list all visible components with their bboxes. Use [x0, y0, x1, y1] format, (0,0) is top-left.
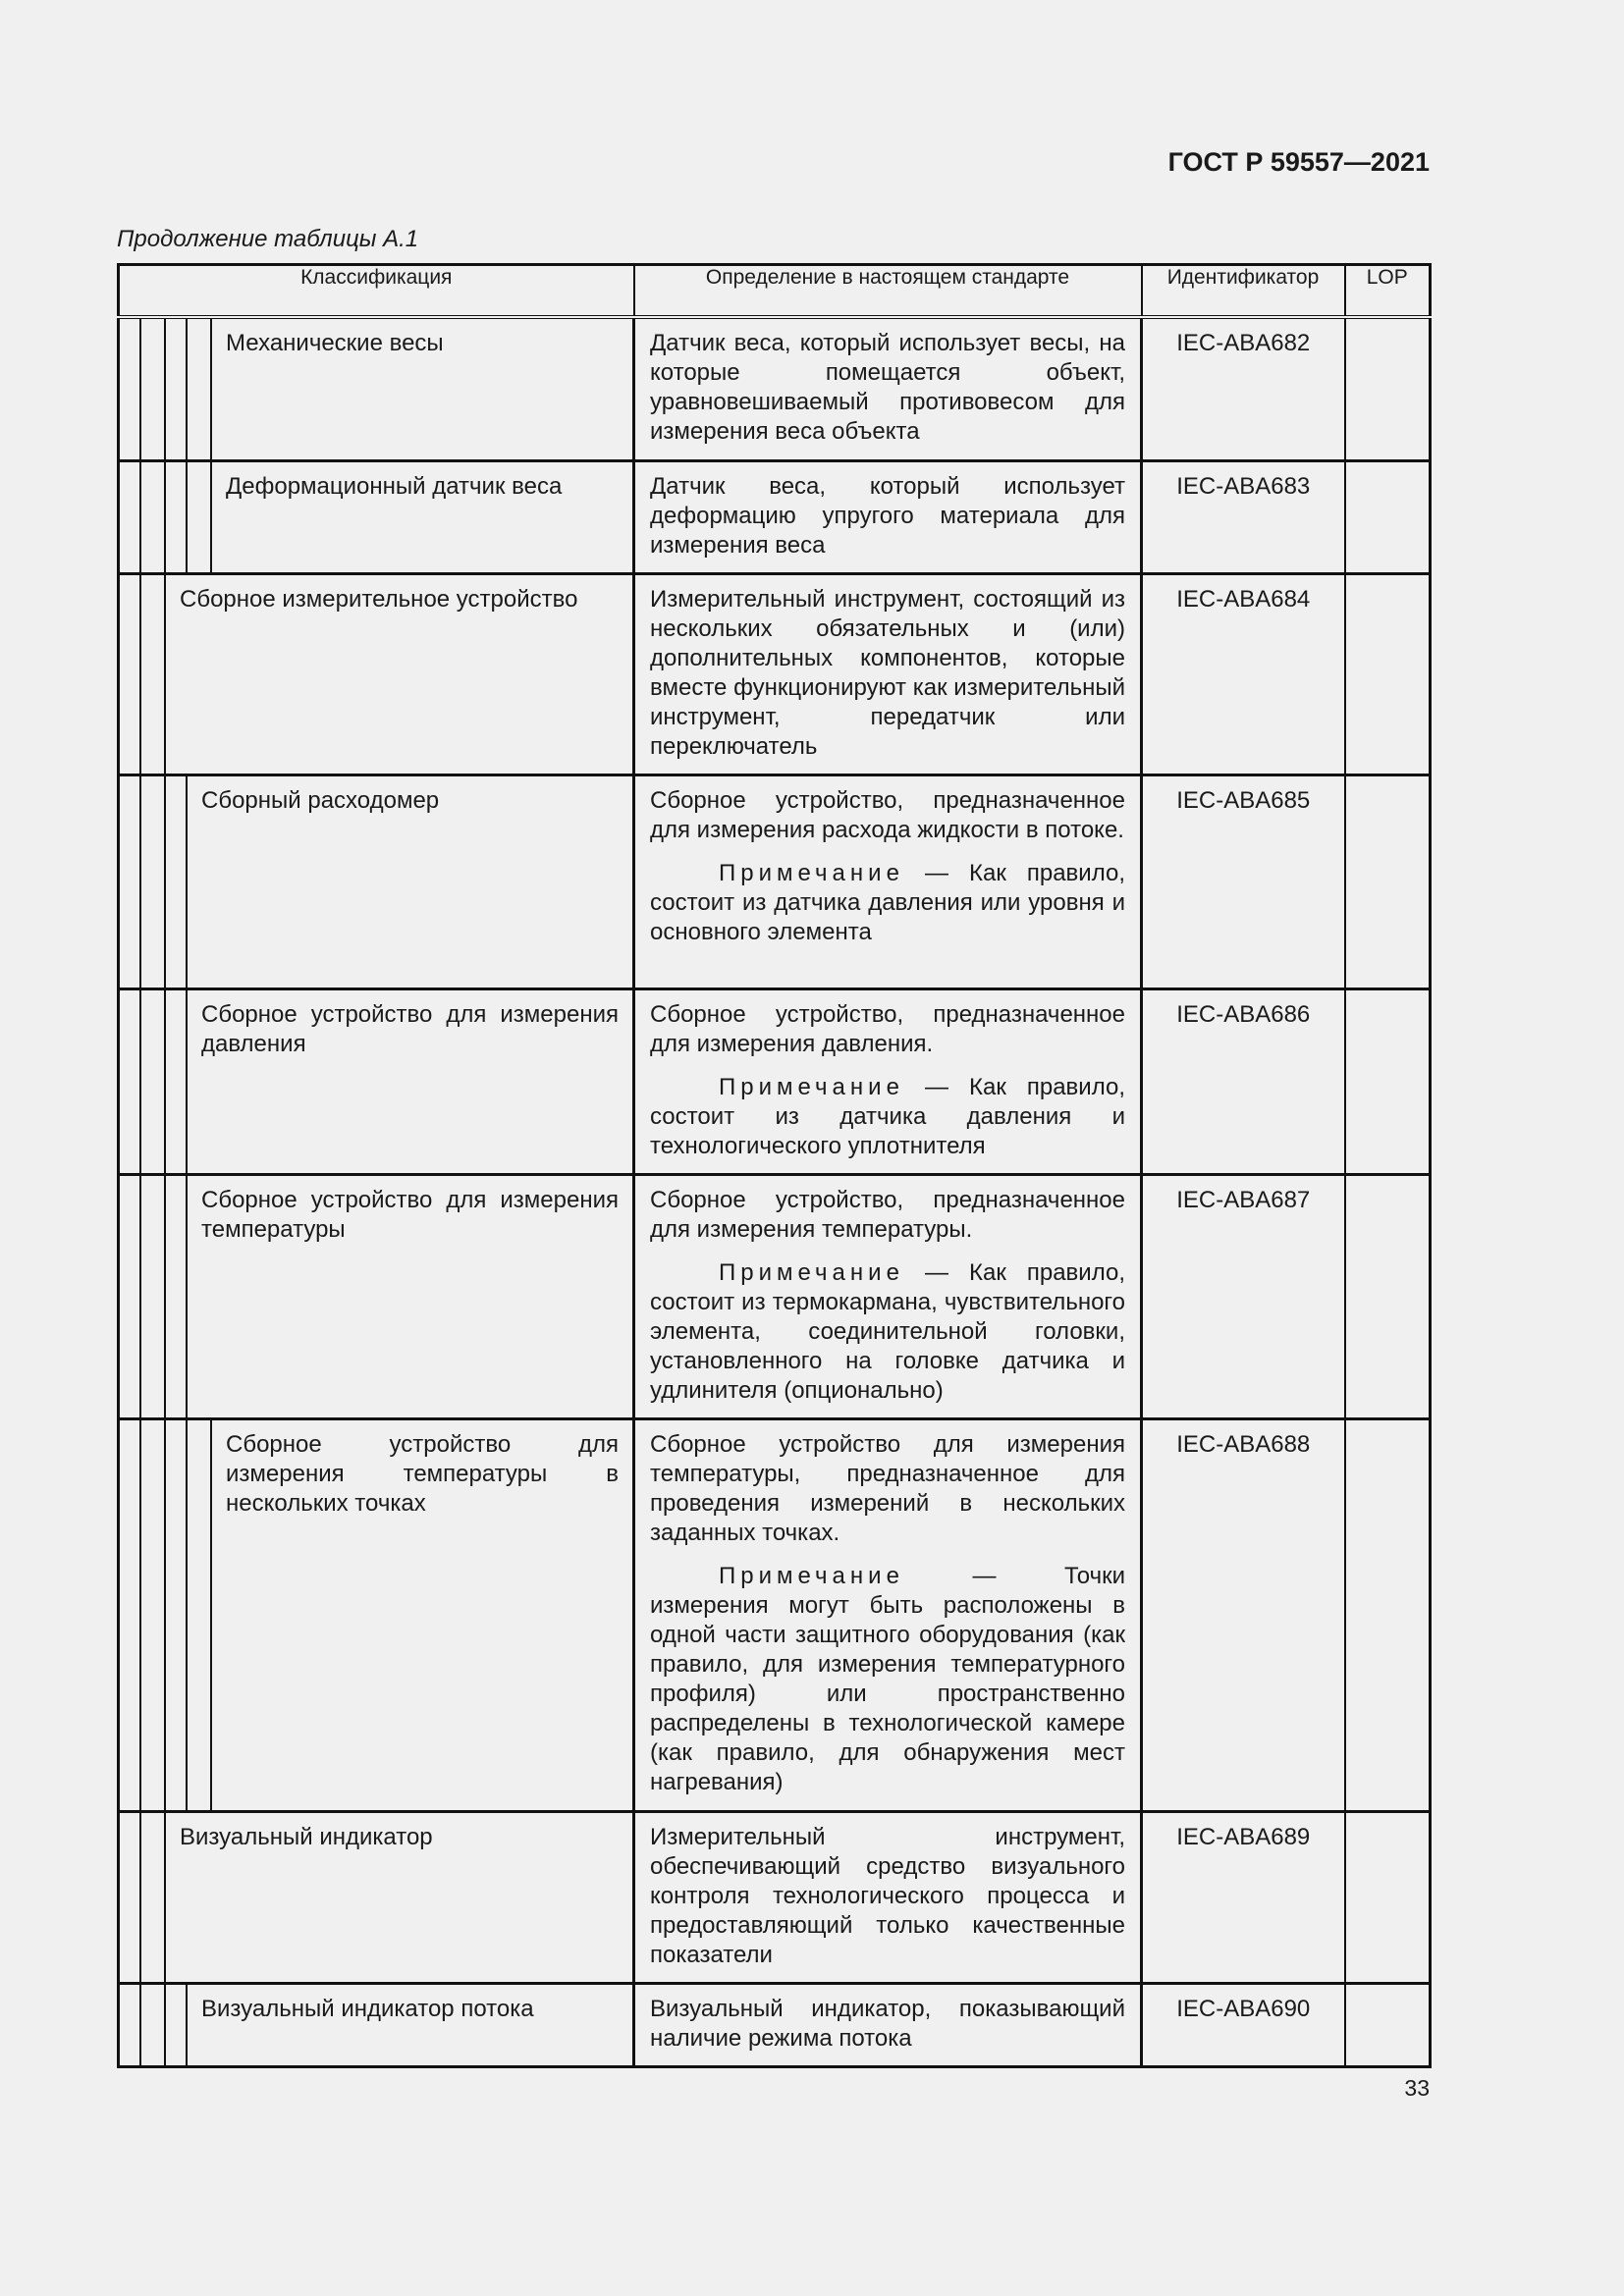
- note-text: — Как правило, состоит из датчика давления и технологического уплотнителя: [650, 1073, 1125, 1159]
- hierarchy-level-rule: [120, 776, 141, 988]
- classification-text: Сборное измерительное устройство: [180, 585, 578, 613]
- hierarchy-level-rule: [120, 1420, 141, 1810]
- classification-cell: [119, 988, 634, 1174]
- identifier-text: IEC-ABA683: [1176, 472, 1311, 500]
- classification-cell: [119, 573, 634, 774]
- classification-text: Визуальный индикатор потока: [201, 1995, 534, 2022]
- note: [650, 1258, 1125, 1406]
- lop-cell: [1345, 573, 1431, 774]
- hierarchy-level-rule: [141, 1985, 166, 2065]
- identifier-text: IEC-ABA689: [1176, 1823, 1311, 1850]
- hierarchy-level-rule: [166, 319, 188, 459]
- hierarchy-level-rule: [188, 319, 212, 459]
- hierarchy-level-rule: [141, 990, 166, 1173]
- table-row: [119, 1174, 1431, 1418]
- classification-text: Сборное устройство для измерения температуры в нескольких точках: [226, 1430, 619, 1517]
- classification-text: Деформационный датчик веса: [226, 472, 563, 500]
- note: [650, 859, 1125, 947]
- hierarchy-level-rule: [166, 1176, 188, 1417]
- hierarchy-level-rule: [166, 462, 188, 572]
- definition-cell: [634, 317, 1142, 460]
- table-row: [119, 1811, 1431, 1983]
- identifier-text: IEC-ABA688: [1176, 1430, 1311, 1458]
- definition-cell: [634, 1983, 1142, 2066]
- note-label: Примечание: [719, 1258, 904, 1286]
- table-header-row: [119, 265, 1431, 318]
- table-row: [119, 988, 1431, 1174]
- definition-cell: [634, 1811, 1142, 1983]
- classification-cell: [119, 1418, 634, 1811]
- classification-cell: [119, 1983, 634, 2066]
- identifier-text: IEC-ABA690: [1176, 1995, 1311, 2022]
- hierarchy-level-rule: [120, 1985, 141, 2065]
- hierarchy-level-rule: [120, 319, 141, 459]
- lop-cell: [1345, 1418, 1431, 1811]
- lop-cell: [1345, 1174, 1431, 1418]
- definition-text: Датчик веса, который использует весы, на которые помещается объект, уравновешиваемый противовесом для измерения веса объекта: [650, 330, 1125, 445]
- definition-text: Измерительный инструмент, обеспечивающий средство визуального контроля технологического процесса и предоставляющий только качественные показатели: [650, 1823, 1125, 1968]
- table-row: [119, 573, 1431, 774]
- definition-cell: [634, 573, 1142, 774]
- hierarchy-level-rule: [120, 462, 141, 572]
- identifier-text: IEC-ABA686: [1176, 1000, 1311, 1028]
- hierarchy-level-rule: [141, 1176, 166, 1417]
- classification-cell: [119, 774, 634, 988]
- hierarchy-level-rule: [141, 1813, 166, 1982]
- classification-cell: [119, 1811, 634, 1983]
- hierarchy-level-rule: [188, 462, 212, 572]
- definition-cell: [634, 988, 1142, 1174]
- identifier-text: IEC-ABA685: [1176, 786, 1311, 814]
- classification-cell: [119, 317, 634, 460]
- lop-cell: [1345, 460, 1431, 573]
- note-label: Примечание: [719, 1562, 904, 1589]
- hierarchy-level-rule: [166, 1985, 188, 2065]
- hierarchy-level-rule: [141, 575, 166, 774]
- definition-text: Измерительный инструмент, состоящий из нескольких обязательных и (или) дополнительных компонентов, которые вместе функционируют как измерительный инструмент, передатчик или переключатель: [650, 585, 1125, 760]
- lop-cell: [1345, 317, 1431, 460]
- hierarchy-level-rule: [120, 575, 141, 774]
- hierarchy-level-rule: [166, 1420, 188, 1810]
- identifier-cell: [1142, 317, 1345, 460]
- hierarchy-level-rule: [120, 990, 141, 1173]
- hierarchy-level-rule: [141, 319, 166, 459]
- hierarchy-level-rule: [141, 1420, 166, 1810]
- definition-text: Датчик веса, который использует деформацию упругого материала для измерения веса: [650, 472, 1125, 559]
- table-row: [119, 774, 1431, 988]
- identifier-cell: [1142, 1983, 1345, 2066]
- identifier-text: IEC-ABA684: [1176, 585, 1311, 613]
- note-label: Примечание: [719, 859, 904, 886]
- definition-text: Сборное устройство, предназначенное для измерения расхода жидкости в потоке.: [650, 786, 1125, 843]
- column-header-definition: Определение в настоящем стандарте: [634, 265, 1142, 318]
- note-text: — Как правило, состоит из термокармана, чувствительного элемента, соединительной головки, установленного на головке датчика и удлинителя (опционально): [650, 1258, 1125, 1404]
- hierarchy-level-rule: [120, 1176, 141, 1417]
- note-label: Примечание: [719, 1073, 904, 1100]
- definition-text: Сборное устройство, предназначенное для измерения давления.: [650, 1000, 1125, 1057]
- lop-cell: [1345, 1983, 1431, 2066]
- classification-table: [117, 263, 1432, 2068]
- classification-text: Сборное устройство для измерения давления: [201, 1000, 619, 1057]
- classification-cell: [119, 1174, 634, 1418]
- classification-text: Сборное устройство для измерения температуры: [201, 1186, 619, 1243]
- definition-text: Сборное устройство, предназначенное для измерения температуры.: [650, 1186, 1125, 1243]
- table-row: [119, 460, 1431, 573]
- lop-cell: [1345, 988, 1431, 1174]
- identifier-cell: [1142, 1418, 1345, 1811]
- note: [650, 1073, 1125, 1161]
- identifier-cell: [1142, 1811, 1345, 1983]
- column-header-identifier: Идентификатор: [1142, 265, 1345, 318]
- table-row: [119, 317, 1431, 460]
- note: [650, 1562, 1125, 1797]
- classification-text: Сборный расходомер: [201, 786, 440, 814]
- identifier-cell: [1142, 1174, 1345, 1418]
- definition-cell: [634, 774, 1142, 988]
- identifier-text: IEC-ABA687: [1176, 1186, 1311, 1213]
- definition-cell: [634, 460, 1142, 573]
- definition-text: Визуальный индикатор, показывающий наличие режима потока: [650, 1995, 1125, 2052]
- note-text: — Точки измерения могут быть расположены в одной части защитного оборудования (как правило, для измерения температурного профиля) или пространственно распределены в технологической камере (как правило, для обнаружения мест нагревания): [650, 1562, 1125, 1795]
- hierarchy-level-rule: [166, 990, 188, 1173]
- hierarchy-level-rule: [141, 776, 166, 988]
- column-header-lop: LOP: [1345, 265, 1431, 318]
- classification-cell: [119, 460, 634, 573]
- hierarchy-level-rule: [188, 1420, 212, 1810]
- hierarchy-level-rule: [120, 1813, 141, 1982]
- identifier-text: IEC-ABA682: [1176, 330, 1311, 356]
- classification-text: Механические весы: [226, 330, 444, 356]
- classification-text: Визуальный индикатор: [180, 1823, 433, 1850]
- definition-cell: [634, 1174, 1142, 1418]
- column-header-classification: Классификация: [119, 265, 634, 318]
- lop-cell: [1345, 774, 1431, 988]
- definition-text: Сборное устройство для измерения температуры, предназначенное для проведения измерений в нескольких заданных точках.: [650, 1430, 1125, 1546]
- hierarchy-level-rule: [141, 462, 166, 572]
- document-code: ГОСТ Р 59557—2021: [1167, 147, 1430, 177]
- identifier-cell: [1142, 460, 1345, 573]
- table-caption: Продолжение таблицы А.1: [117, 226, 419, 252]
- table-row: [119, 1983, 1431, 2066]
- identifier-cell: [1142, 988, 1345, 1174]
- page-number: 33: [1404, 2075, 1430, 2101]
- hierarchy-level-rule: [166, 776, 188, 988]
- definition-cell: [634, 1418, 1142, 1811]
- lop-cell: [1345, 1811, 1431, 1983]
- identifier-cell: [1142, 573, 1345, 774]
- table-row: [119, 1418, 1431, 1811]
- note-text: — Как правило, состоит из датчика давления или уровня и основного элемента: [650, 859, 1125, 945]
- identifier-cell: [1142, 774, 1345, 988]
